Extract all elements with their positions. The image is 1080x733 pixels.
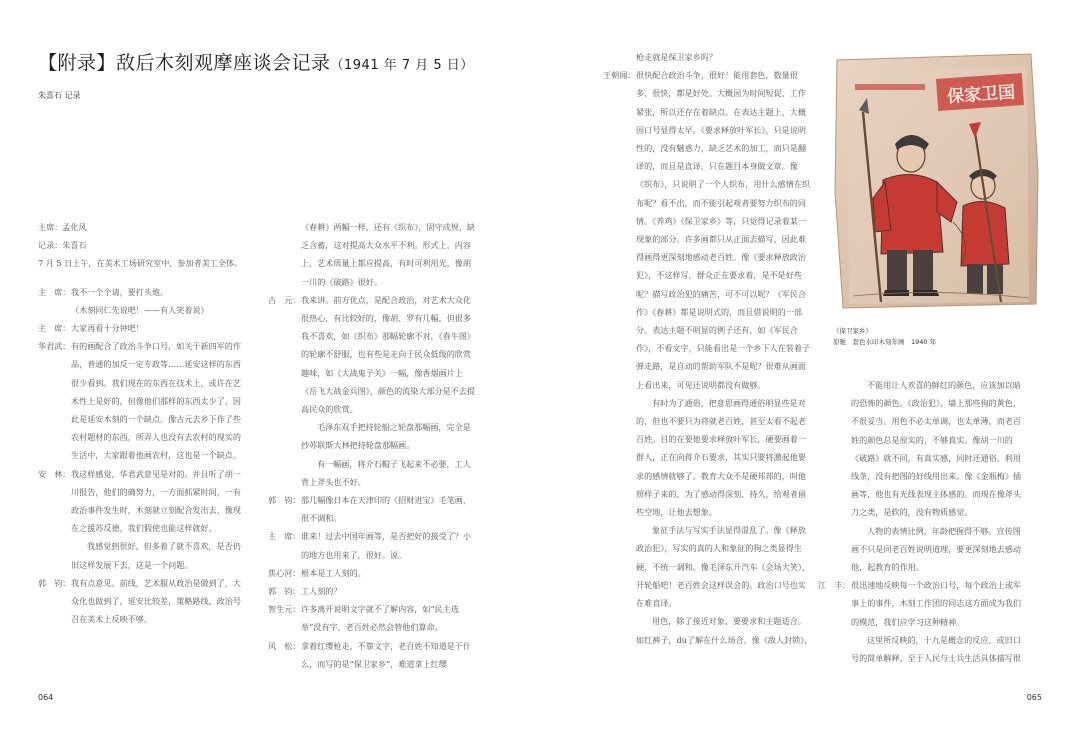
speech-text: 大家再看十分钟吧！	[71, 323, 144, 334]
transcript-entry	[268, 418, 478, 454]
transcript-entry	[603, 394, 813, 521]
article-title	[38, 48, 474, 75]
speaker-label: 安 林：	[38, 468, 71, 479]
intro-line: 记录：朱喜石	[38, 240, 87, 251]
transcript-entry	[818, 576, 1026, 631]
speech-text: 有时为了通俗，把意思画得通俗明显些是对的，但也不要只为将就老百姓，甚至太看不起老百姓。目的在要他要求释放叶军长，硬要画着一群人，正在向蒋介石要求，其实只要将激起他要求的感情就够了。教育大众不是硬邦邦的，叫他照样子来的，为了感动得深刻、持久，给观者留些空地，让他去想象。	[636, 397, 806, 518]
speaker-label	[603, 612, 636, 648]
speaker-label: 王朝闻：	[603, 70, 636, 81]
speech-text: 很快配合政治斗争，很好！能用套色，数量很多，很快，都是好处。大概因为时间短促、工作紧张，所以还存在着缺点。在表达主题上，大概因口号显得太早。《要求释放叶军长》，只是说明性的，没有魅惑力，缺乏艺术的加工，而只是翻译的，而且是直译，只在题目本身做文章。像《织布》，只说明了一个人织布，用什么感情在织布呢？看不出，而不能引起观者要努力织布的同情。《养鸡》《保卫家乡》等，只觉得记录着某一现象的部分。许多画都只从正面去描写，因此难得画得更深刻地感动老百姓。像《要求释放政治犯》，不这样写，群众正在要求着，是不是好些呢？描写政治犯的痛苦，可不可以呢？《军民合作》《春耕》都是说明式的，而且借说明的一部分。表达主题不明显的例子还有，如《军民合作》，不看文字，只能看出是一个乡下人在装着子弹走路，是自动的帮助军队不是呢？很难从画面上看出来，可见还说明都没有做够。	[636, 70, 811, 390]
speech-text: （木刻同仁先说吧！——有人笑着说）	[71, 304, 209, 315]
speaker-label: 焦心河：	[268, 567, 301, 578]
image-caption	[833, 326, 936, 348]
speaker-label	[268, 455, 301, 491]
speaker-label	[818, 376, 851, 522]
speaker-label: 郭 钧：	[268, 586, 301, 597]
transcript-entry	[268, 218, 478, 291]
transcript-entry	[38, 465, 248, 538]
speaker-label	[818, 631, 851, 667]
speaker-label	[603, 48, 636, 66]
speaker-label: 江 丰：	[818, 580, 851, 591]
speech-text: 我感觉到很好，但多着了就不喜欢，是否仍旧这样发展下去，这是一个问题。	[71, 541, 241, 570]
speech-text: 谁来！过去中国年画等，是否把好的接受了？小的地方也用来了，很好。说。	[301, 531, 471, 560]
title-main: 【附录】敌后木刻观摩座谈会记录	[38, 52, 331, 74]
woodcut-print-image	[833, 52, 1040, 310]
transcript-entry	[38, 301, 248, 319]
page-number: 064	[38, 693, 54, 702]
speaker-label	[38, 301, 71, 319]
speech-text: 有的画配合了政治斗争口号，如关于新四军的作品，普通的加反一定专政等……延安这样的东西很少看到。我们现在的东西在技术上，或许在艺术性上是好的，但像他们那样的东西太少了，因此是延安木刻的一个缺点。像古元去乡下作了些农村题材的东西，所弄人也没有去农村的现实的生活中，大家跟着他画农村，这也是一个缺点。	[71, 341, 241, 461]
speech-text: 我有点意见。前线，艺术服从政治是做到了，大众化也做到了，延安比较差，策略路线、政治号召在美术上反映不够。	[71, 577, 241, 625]
right-page	[540, 0, 1080, 733]
speech-text: 我来讲。前方优点，是配合政治，对艺术大众化很热心，有比较好的，像胡、罗有几幅，但很多我不喜欢，如《织布》那幅轮廓不对，《春牛图》的轮廓不舒服，也有些是走向于民众低级的欣赏趣味，如《大战鬼子关》一幅，像香烟画片上《岳飞大战金兵图》，颜色的流染大部分是不去提高民众的欣赏。	[301, 294, 476, 415]
speaker-label: 风 松：	[268, 640, 301, 651]
speech-text: 我不一个个请，要打头炮。	[71, 286, 169, 297]
speech-text: 不能用让人欢喜的鲜红的颜色，应该加以暗的恐怖的颜色。《政治犯》，墙上那些狗的黄色，不很妥当。用色不必太单调，也太单薄，而老百姓的颜色总是原实的，不够真实。像胡一川的《破路》就不同，有真实感，同时还通俗。利用线条，没有把图的好线用出来。像《金瓶梅》插画等，他也有光线表现主体感的。而现在像斧头刀之类，是软的，没有物质感觉。	[851, 380, 1021, 518]
transcript-entry	[38, 283, 248, 301]
speaker-label	[603, 521, 636, 612]
transcript-entry	[818, 631, 1026, 667]
speech-text: 拿着红缨枪走，不靠文字，老百姓不知道是干什么，而写的是“保卫家乡”，难道拿上红缨	[301, 640, 471, 669]
speaker-label: 古 元：	[268, 294, 301, 305]
speaker-label: 郭 钧：	[268, 495, 301, 506]
transcript-entry	[268, 582, 478, 600]
speech-text: 这里所反映的，十九是概念的反应、或旧口号的简单解释，至于人民与士兵生活具体描写很	[851, 634, 1021, 664]
speaker-label	[268, 218, 301, 291]
speaker-label	[268, 418, 301, 454]
page-number: 065	[1026, 693, 1042, 702]
speech-text: 工人刻的？	[301, 586, 342, 597]
speech-text: 枪走就是保卫家乡吗？	[636, 52, 717, 62]
speech-text: 很迅速地反映每一个政治口号，每个政治上或军事上的事件，木刻工作团的同志这方面成为我们的模范，我们应学习这种精神。	[851, 580, 1021, 627]
speech-text: 用色，除了接近对象、要要求和主题适合。如红裤子，du了解在什么场合。像《敌人封锁》，	[636, 616, 813, 645]
transcript-entry	[38, 319, 248, 337]
speech-text: 根本是工人刻的。	[301, 567, 366, 578]
transcript-entry	[38, 574, 248, 629]
speaker-label	[38, 537, 71, 573]
transcript-entry	[818, 376, 1026, 522]
transcript-entry	[38, 337, 248, 464]
banner-text: 保家卫国	[946, 82, 1016, 108]
caption-title: 《保卫家乡》	[833, 327, 872, 335]
transcript-entry	[603, 66, 813, 394]
transcript-entry	[268, 637, 478, 673]
speech-text: 有一幅画，将介石帽子飞起来不必要，工人背上斧头也不好。	[301, 458, 471, 487]
transcript-entries	[818, 376, 1026, 667]
right-page-column-2	[818, 376, 1026, 667]
transcript-entry	[268, 527, 478, 563]
speaker-label	[818, 522, 851, 577]
speech-text: 《春耕》两幅一样，还有《织布》，固守成规，缺乏含蓄，这对提高大众水平不利。形式上，内容上，艺术质量上都应提高，有时可利用光，像胡一川的《破路》很好。	[301, 222, 476, 287]
speech-text: 人物的表情比例，年龄把握得不够。宣传图画不只是同老百姓说明道理，要更深刻地去感动他，起教育的作用。	[851, 525, 1021, 573]
transcript-entry	[268, 291, 478, 418]
speaker-label: 主 席：	[268, 531, 301, 542]
recorder-credit: 朱喜石 记录	[38, 91, 81, 100]
speech-text: 毛泽东双手把持轮船之轮盘那幅画，完全是抄苏联斯大林把持轮盘那幅画。	[301, 422, 471, 451]
transcript-entry	[268, 564, 478, 582]
transcript-entry	[818, 522, 1026, 577]
speaker-label: 主 席：	[38, 286, 71, 297]
left-page-column-2	[268, 218, 478, 673]
transcript-entries	[268, 218, 478, 673]
speech-text: 我这样感觉，华君武意见是对的。并且听了胡一川报告，他们的确努力，一方面抓紧时间，一有政治事件发生时，木刻就立刻配合发出去，像现在之援苏反德，我们假使也能这样就好。	[71, 468, 241, 534]
transcript-entry	[603, 612, 813, 648]
left-page-column-1	[38, 218, 248, 628]
intro-line: 7 月 5 日上午，在美术工场研究室中，参加者美工全体。	[38, 258, 243, 269]
speaker-label: 郭 钧：	[38, 577, 71, 588]
speech-text: 那几幅像日本在天津印的《招财进宝》毛笔画，很不调和。	[301, 495, 471, 524]
intro-line: 主席：孟化风	[38, 222, 87, 232]
transcript-entries	[38, 283, 248, 629]
speaker-label: 主 席：	[38, 323, 71, 334]
transcript-entry	[268, 600, 478, 636]
caption-detail: 原驰 套色水印木刻年画 1940 年	[833, 338, 937, 346]
speaker-label: 智生元：	[268, 604, 301, 615]
right-page-column-1	[603, 48, 813, 649]
transcript-entry	[603, 521, 813, 612]
speaker-label: 华君武：	[38, 341, 71, 352]
speech-text: 象征手法与写实手法显得混乱了。像《释放政治犯》，写实的真的人和象征的狗之类显得生硬，不统一调和。像毛泽东开汽车（会场大笑），开轮船吧！老百姓会这样误会的。政治口号也实在难直译。	[636, 525, 811, 609]
speech-text: 许多离开说明文字就不了解内容，如“民主选举”没有字，老百姓必然会替他们算命。	[301, 604, 459, 633]
transcript-entry	[603, 48, 813, 66]
transcript-entries	[603, 48, 813, 649]
transcript-entry	[268, 455, 478, 491]
speaker-label	[603, 394, 636, 521]
transcript-entry	[268, 491, 478, 527]
title-date: （1941 年 7 月 5 日）	[330, 58, 474, 73]
transcript-entry	[38, 537, 248, 573]
